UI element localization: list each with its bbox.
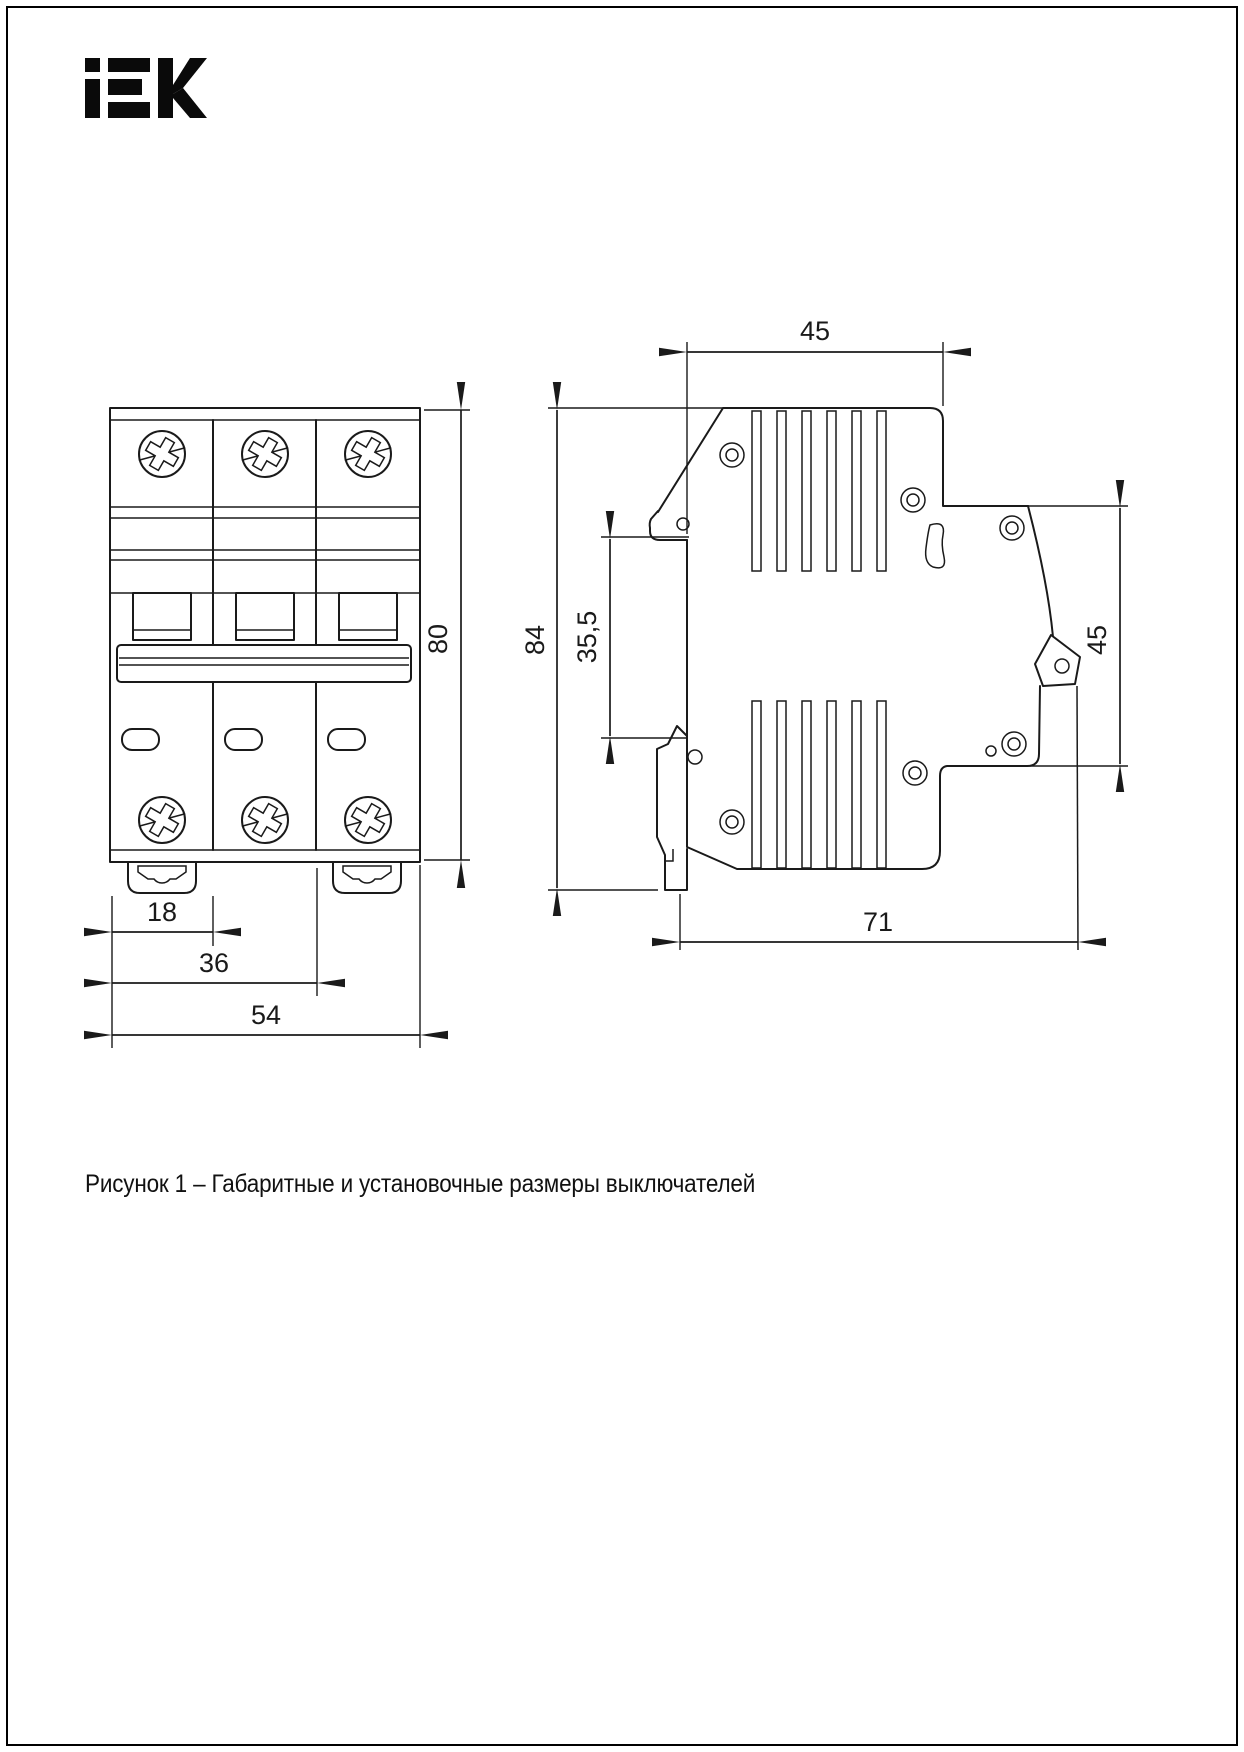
din-clip bbox=[128, 862, 196, 893]
din-clip bbox=[333, 862, 401, 893]
terminal-screw-icon bbox=[345, 797, 391, 843]
dim-label-80: 80 bbox=[423, 623, 453, 655]
rivet-icon bbox=[720, 810, 744, 834]
terminal-screw-icon bbox=[242, 431, 288, 477]
rivet-icon bbox=[1002, 732, 1026, 756]
dim-label-84: 84 bbox=[520, 624, 550, 656]
dim-label-35-5: 35,5 bbox=[572, 610, 602, 664]
rivet-icon bbox=[901, 488, 925, 512]
toggle-lever bbox=[339, 593, 397, 640]
marking-window bbox=[122, 729, 159, 750]
figure-caption: Рисунок 1 – Габаритные и установочные размеры выключателей bbox=[85, 1170, 756, 1198]
din-latch-lower bbox=[657, 726, 687, 890]
side-view-drawing bbox=[520, 316, 1128, 950]
dim-label-45-top: 45 bbox=[799, 316, 831, 346]
toggle-lever-side bbox=[1027, 506, 1080, 950]
kidney-slot bbox=[926, 524, 945, 568]
terminal-screw-icon bbox=[242, 797, 288, 843]
dim-label-45-right: 45 bbox=[1082, 624, 1112, 656]
dim-label-36: 36 bbox=[198, 948, 230, 978]
breaker-side-body bbox=[658, 408, 1028, 512]
marking-window bbox=[225, 729, 262, 750]
rivet-icon bbox=[720, 443, 744, 467]
handle-tie-bar bbox=[117, 645, 411, 682]
vent-slots-top bbox=[752, 411, 886, 571]
front-view-drawing bbox=[110, 408, 470, 1048]
marking-window bbox=[328, 729, 365, 750]
terminal-screw-icon bbox=[345, 431, 391, 477]
rivet-icon bbox=[1000, 516, 1024, 540]
dim-label-18: 18 bbox=[146, 897, 178, 927]
dim-label-54: 54 bbox=[250, 1000, 282, 1030]
terminal-screw-icon bbox=[139, 797, 185, 843]
rivet-icon bbox=[903, 761, 927, 785]
toggle-lever bbox=[133, 593, 191, 640]
vent-slots-bottom bbox=[752, 701, 886, 868]
dim-label-71: 71 bbox=[862, 907, 894, 937]
terminal-screw-icon bbox=[139, 431, 185, 477]
toggle-lever bbox=[236, 593, 294, 640]
